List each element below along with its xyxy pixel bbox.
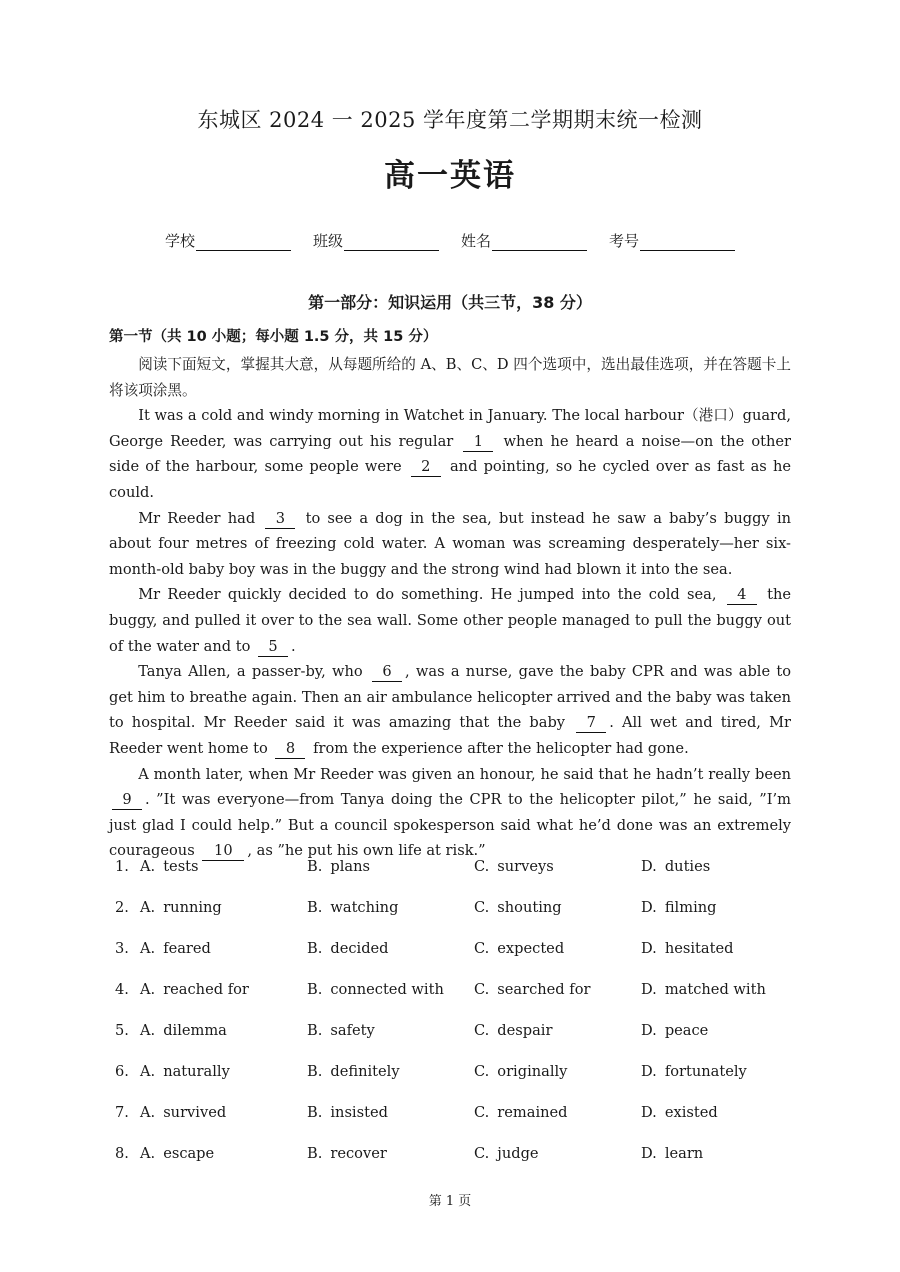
option-a[interactable]: A. survived	[140, 1104, 227, 1121]
cloze-passage	[109, 352, 791, 864]
option-c[interactable]: C. searched for	[474, 981, 591, 998]
answer-options	[115, 846, 805, 1174]
school-underline	[196, 233, 291, 251]
school-label: 学校	[164, 232, 195, 250]
option-a[interactable]: A. reached for	[140, 981, 249, 998]
question-row	[115, 928, 805, 969]
school-field[interactable]	[165, 230, 291, 251]
passage-paragraph-4: Tanya Allen, a passer-by, who 6 , was a nurse, gave the baby CPR and was able to get him to breathe again. Then an air ambulance helicopter arrived and the baby was taken to hospital. Mr Reeder said it was amazing that the baby 7 . All wet and tired, Mr Reeder went home to 8 from the experience after the helicopter had gone.	[109, 663, 792, 757]
option-c[interactable]: C. shouting	[474, 899, 562, 916]
name-label: 姓名	[461, 232, 492, 250]
question-number: 4.	[115, 981, 129, 998]
blank-8[interactable]: 8	[275, 740, 305, 759]
page-number: 第 1 页	[428, 1194, 472, 1209]
option-b[interactable]: B. watching	[307, 899, 399, 916]
option-b[interactable]: B. insisted	[307, 1104, 388, 1121]
option-d[interactable]: D. learn	[641, 1145, 704, 1162]
option-d[interactable]: D. filming	[641, 899, 717, 916]
exam-number-underline	[640, 233, 735, 251]
option-d[interactable]: D. fortunately	[641, 1063, 747, 1080]
exam-number-field[interactable]	[609, 230, 735, 251]
question-number: 2.	[115, 899, 129, 916]
subject-title: 高一英语	[384, 158, 516, 194]
blank-4[interactable]: 4	[727, 586, 757, 605]
class-field[interactable]	[313, 230, 439, 251]
exam-number-label: 考号	[609, 232, 640, 250]
option-a[interactable]: A. escape	[140, 1145, 215, 1162]
passage-paragraph-2: Mr Reeder had 3 to see a dog in the sea, but instead he saw a baby’s buggy in about four metres of freezing cold water. A woman was screaming desperately—her six-month-old baby boy was in the buggy and the strong wind had blown it into the sea.	[109, 509, 792, 578]
question-number: 8.	[115, 1145, 129, 1162]
option-c[interactable]: C. expected	[474, 940, 565, 957]
blank-5[interactable]: 5	[258, 638, 288, 657]
option-a[interactable]: A. naturally	[140, 1063, 230, 1080]
passage-paragraph-5: A month later, when Mr Reeder was given an honour, he said that he hadn’t really been 9 . ”It was everyone—from Tanya doing the CPR to the helicopter pilot,” he said, ”I’m just glad I could help.” But a council spokesperson said what he’d done was an extremely courageous 10 , as ”he put his own life at risk.”	[109, 765, 791, 860]
blank-7[interactable]: 7	[576, 714, 606, 733]
option-c[interactable]: C. judge	[474, 1145, 539, 1162]
name-field[interactable]	[461, 230, 587, 251]
student-info-row	[0, 230, 900, 251]
option-a[interactable]: A. running	[140, 899, 222, 916]
blank-2[interactable]: 2	[411, 458, 441, 477]
question-row	[115, 1051, 805, 1092]
option-b[interactable]: B. decided	[307, 940, 389, 957]
option-a[interactable]: A. feared	[140, 940, 211, 957]
question-number: 1.	[115, 858, 129, 875]
option-c[interactable]: C. despair	[474, 1022, 553, 1039]
class-label: 班级	[312, 232, 343, 250]
blank-6[interactable]: 6	[372, 663, 402, 682]
question-row	[115, 887, 805, 928]
passage-paragraph-1: It was a cold and windy morning in Watchet in January. The local harbour（港口）guard, George Reeder, was carrying out his regular 1 when he heard a noise—on the other side of the harbour, some people were 2 and pointing, so he cycled over as fast as he could.	[109, 407, 792, 501]
question-row	[115, 846, 805, 887]
blank-3[interactable]: 3	[265, 510, 295, 529]
option-b[interactable]: B. safety	[307, 1022, 375, 1039]
blank-9[interactable]: 9	[112, 791, 142, 810]
option-d[interactable]: D. matched with	[641, 981, 766, 998]
part-heading: 第一部分：知识运用（共三节，38 分）	[308, 293, 592, 312]
class-underline	[344, 233, 439, 251]
question-number: 5.	[115, 1022, 129, 1039]
option-c[interactable]: C. remained	[474, 1104, 568, 1121]
option-d[interactable]: D. hesitated	[641, 940, 734, 957]
option-c[interactable]: C. originally	[474, 1063, 568, 1080]
option-a[interactable]: A. dilemma	[140, 1022, 227, 1039]
option-b[interactable]: B. connected with	[307, 981, 444, 998]
option-d[interactable]: D. peace	[641, 1022, 709, 1039]
option-d[interactable]: D. existed	[641, 1104, 718, 1121]
section-heading: 第一节（共 10 小题；每小题 1.5 分，共 15 分）	[109, 329, 438, 345]
question-row	[115, 1010, 805, 1051]
option-b[interactable]: B. definitely	[307, 1063, 400, 1080]
question-number: 6.	[115, 1063, 129, 1080]
question-number: 3.	[115, 940, 129, 957]
blank-10[interactable]: 10	[202, 842, 244, 861]
option-b[interactable]: B. plans	[307, 858, 370, 875]
name-underline	[492, 233, 587, 251]
option-a[interactable]: A. tests	[140, 858, 199, 875]
question-row	[115, 969, 805, 1010]
exam-title: 东城区 2024 一 2025 学年度第二学期期末统一检测	[197, 108, 703, 132]
question-number: 7.	[115, 1104, 129, 1121]
passage-paragraph-3: Mr Reeder quickly decided to do something. He jumped into the cold sea, 4 the buggy, and pulled it over to the sea wall. Some other people managed to pull the buggy out of the water and to 5 .	[109, 586, 792, 655]
instructions: 阅读下面短文，掌握其大意，从每题所给的 A、B、C、D 四个选项中，选出最佳选项，并在答题卡上将该项涂黑。	[109, 356, 791, 399]
question-row	[115, 1092, 805, 1133]
option-b[interactable]: B. recover	[307, 1145, 387, 1162]
option-d[interactable]: D. duties	[641, 858, 711, 875]
option-c[interactable]: C. surveys	[474, 858, 554, 875]
question-row	[115, 1133, 805, 1174]
blank-1[interactable]: 1	[463, 433, 493, 452]
